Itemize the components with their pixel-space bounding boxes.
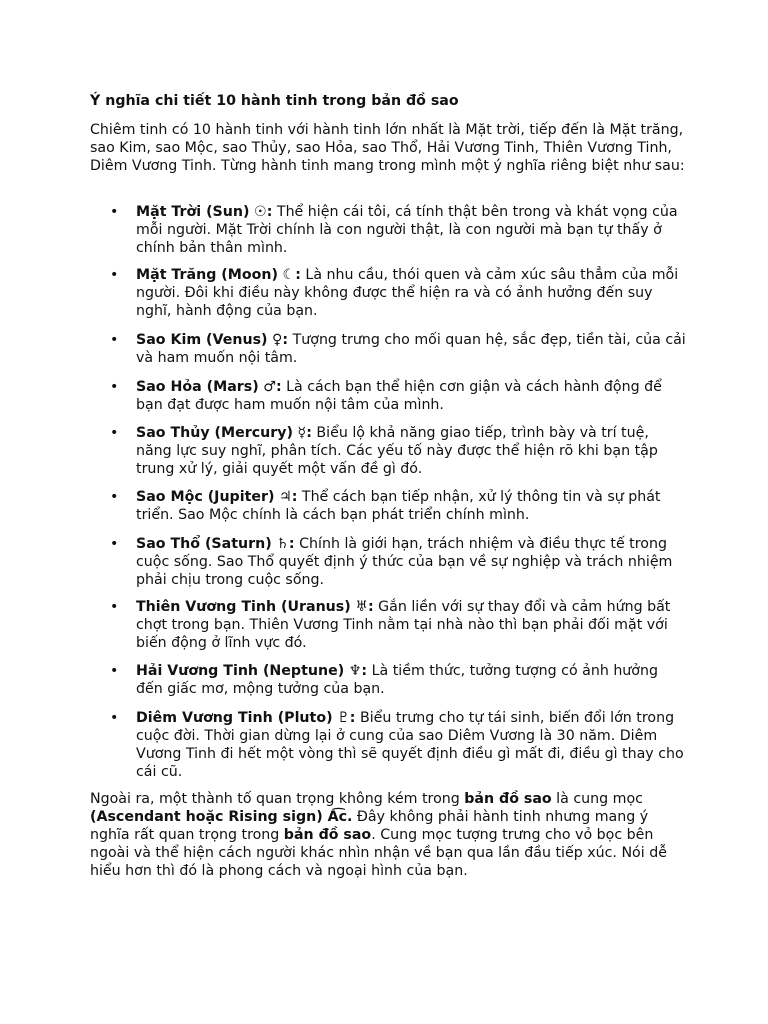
planet-symbol-icon: ☾: <box>282 267 301 283</box>
planet-symbol-icon: ♅: <box>355 599 374 615</box>
bullet-marker: • <box>110 204 119 220</box>
planet-description: Là cách bạn thể hiện cơn giận và cách hành động để bạn đạt được ham muốn nội tâm của mình. <box>136 379 662 413</box>
planet-description: Chính là giới hạn, trách nhiệm và điều thực tế trong cuộc sống. Sao Thổ quyết định ý thức của bạn về sự nghiệp và trách nhiệm phải chịu trong cuộc sống. <box>136 536 673 588</box>
planet-list-item <box>110 535 686 589</box>
planet-name: Sao Thổ (Saturn) <box>136 536 272 552</box>
intro-paragraph: Chiêm tinh có 10 hành tinh với hành tinh lớn nhất là Mặt trời, tiếp đến là Mặt trăng, sao Kim, sao Mộc, sao Thủy, sao Hỏa, sao Thổ, Hải Vương Tinh, Thiên Vương Tinh, Diêm Vương Tinh. Từng hành tinh mang trong mình một ý nghĩa riêng biệt như sau: <box>90 122 685 174</box>
planet-symbol-icon: ♃: <box>278 489 298 505</box>
ascendant-symbol: A͡c. <box>327 809 353 825</box>
planet-description: Thể cách bạn tiếp nhận, xử lý thông tin và sự phát triển. Sao Mộc chính là cách bạn phát triển chính mình. <box>136 489 661 523</box>
planet-list-item <box>110 266 686 320</box>
planet-name: Sao Mộc (Jupiter) <box>136 489 275 505</box>
planet-symbol-icon: ☉: <box>253 204 273 220</box>
planet-description: Là nhu cầu, thói quen và cảm xúc sâu thẳm của mỗi người. Đôi khi điều này không được thể hiện ra và có ảnh hưởng đến suy nghĩ, hành động của bạn. <box>136 267 679 319</box>
planet-description: Thể hiện cái tôi, cá tính thật bên trong và khát vọng của mỗi người. Mặt Trời chính là con người thật, là con người mà bạn tự thấy ở chính bản thân mình. <box>136 204 678 256</box>
outro-text-3: Đây không phải hành tinh nhưng mang ý nghĩa rất quan trọng trong <box>90 809 649 843</box>
planet-name: Mặt Trời (Sun) <box>136 204 250 220</box>
bullet-marker: • <box>110 710 119 726</box>
planet-list-item <box>110 488 686 524</box>
planet-list-item <box>110 331 686 367</box>
planet-description: Gắn liền với sự thay đổi và cảm hứng bất chợt trong bạn. Thiên Vương Tinh nằm tại nhà nào thì bạn phải đối mặt với biến động ở lĩnh vực đó. <box>136 599 671 651</box>
planet-symbol-icon: ♇: <box>337 710 356 726</box>
bullet-marker: • <box>110 425 119 441</box>
outro-bold-term-1: bản đồ sao <box>464 791 552 807</box>
planet-name: Sao Thủy (Mercury) <box>136 425 294 441</box>
outro-text-4: . Cung mọc tượng trưng cho vỏ bọc bên ngoài và thể hiện cách người khác nhìn nhận về bạn qua lần đầu tiếp xúc. Nói dễ hiểu hơn thì đó là phong cách và ngoại hình của bạn. <box>90 827 667 879</box>
outro-text-1: Ngoài ra, một thành tố quan trọng không kém trong <box>90 791 465 807</box>
planet-list-item <box>110 378 686 414</box>
outro-paragraph <box>90 790 690 880</box>
outro-text-2: là cung mọc <box>551 791 643 807</box>
planet-symbol-icon: ♄: <box>276 536 295 552</box>
bullet-marker: • <box>110 332 119 348</box>
planet-name: Thiên Vương Tinh (Uranus) <box>136 599 351 615</box>
planet-list-item <box>110 709 686 781</box>
planet-name: Mặt Trăng (Moon) <box>136 267 278 283</box>
planet-symbol-icon: ♆: <box>348 663 368 679</box>
bullet-marker: • <box>110 536 119 552</box>
planet-name: Sao Kim (Venus) <box>136 332 268 348</box>
planet-description: Biểu lộ khả năng giao tiếp, trình bày và trí tuệ, năng lực suy nghĩ, phân tích. Các yếu tố này được thể hiện rõ khi bạn tập trung xử lý, giải quyết một vấn đề gì đó. <box>136 425 658 477</box>
outro-bold-term-3: bản đồ sao <box>283 827 372 843</box>
planet-name: Hải Vương Tinh (Neptune) <box>136 663 345 679</box>
planet-list-item <box>110 203 686 257</box>
planet-symbol-icon: ♂: <box>263 379 282 395</box>
planet-list-item <box>110 662 686 698</box>
planet-name: Diêm Vương Tinh (Pluto) <box>136 710 333 726</box>
planet-list-item <box>110 598 686 652</box>
bullet-marker: • <box>110 599 119 615</box>
bullet-marker: • <box>110 379 119 395</box>
planet-description: Là tiềm thức, tưởng tượng có ảnh hưởng đến giấc mơ, mộng tưởng của bạn. <box>136 663 658 697</box>
bullet-marker: • <box>110 489 119 505</box>
planet-list-item <box>110 424 686 478</box>
planet-description: Tượng trưng cho mối quan hệ, sắc đẹp, tiền tài, của cải và ham muốn nội tâm. <box>136 332 686 366</box>
bullet-marker: • <box>110 663 119 679</box>
document-heading: Ý nghĩa chi tiết 10 hành tinh trong bản đồ sao <box>90 93 459 109</box>
planet-description: Biểu trưng cho tự tái sinh, biến đổi lớn trong cuộc đời. Thời gian dừng lại ở cung của sao Diêm Vương là 30 năm. Diêm Vương Tinh đi hết một vòng thì sẽ quyết định điều gì mất đi, điều gì thay cho cái cũ. <box>136 710 684 780</box>
bullet-marker: • <box>110 267 119 283</box>
planet-symbol-icon: ♀: <box>272 332 289 348</box>
planet-symbol-icon: ☿: <box>297 425 312 441</box>
planet-name: Sao Hỏa (Mars) <box>136 379 259 395</box>
outro-bold-term-2: (Ascendant hoặc Rising sign) <box>90 809 328 825</box>
